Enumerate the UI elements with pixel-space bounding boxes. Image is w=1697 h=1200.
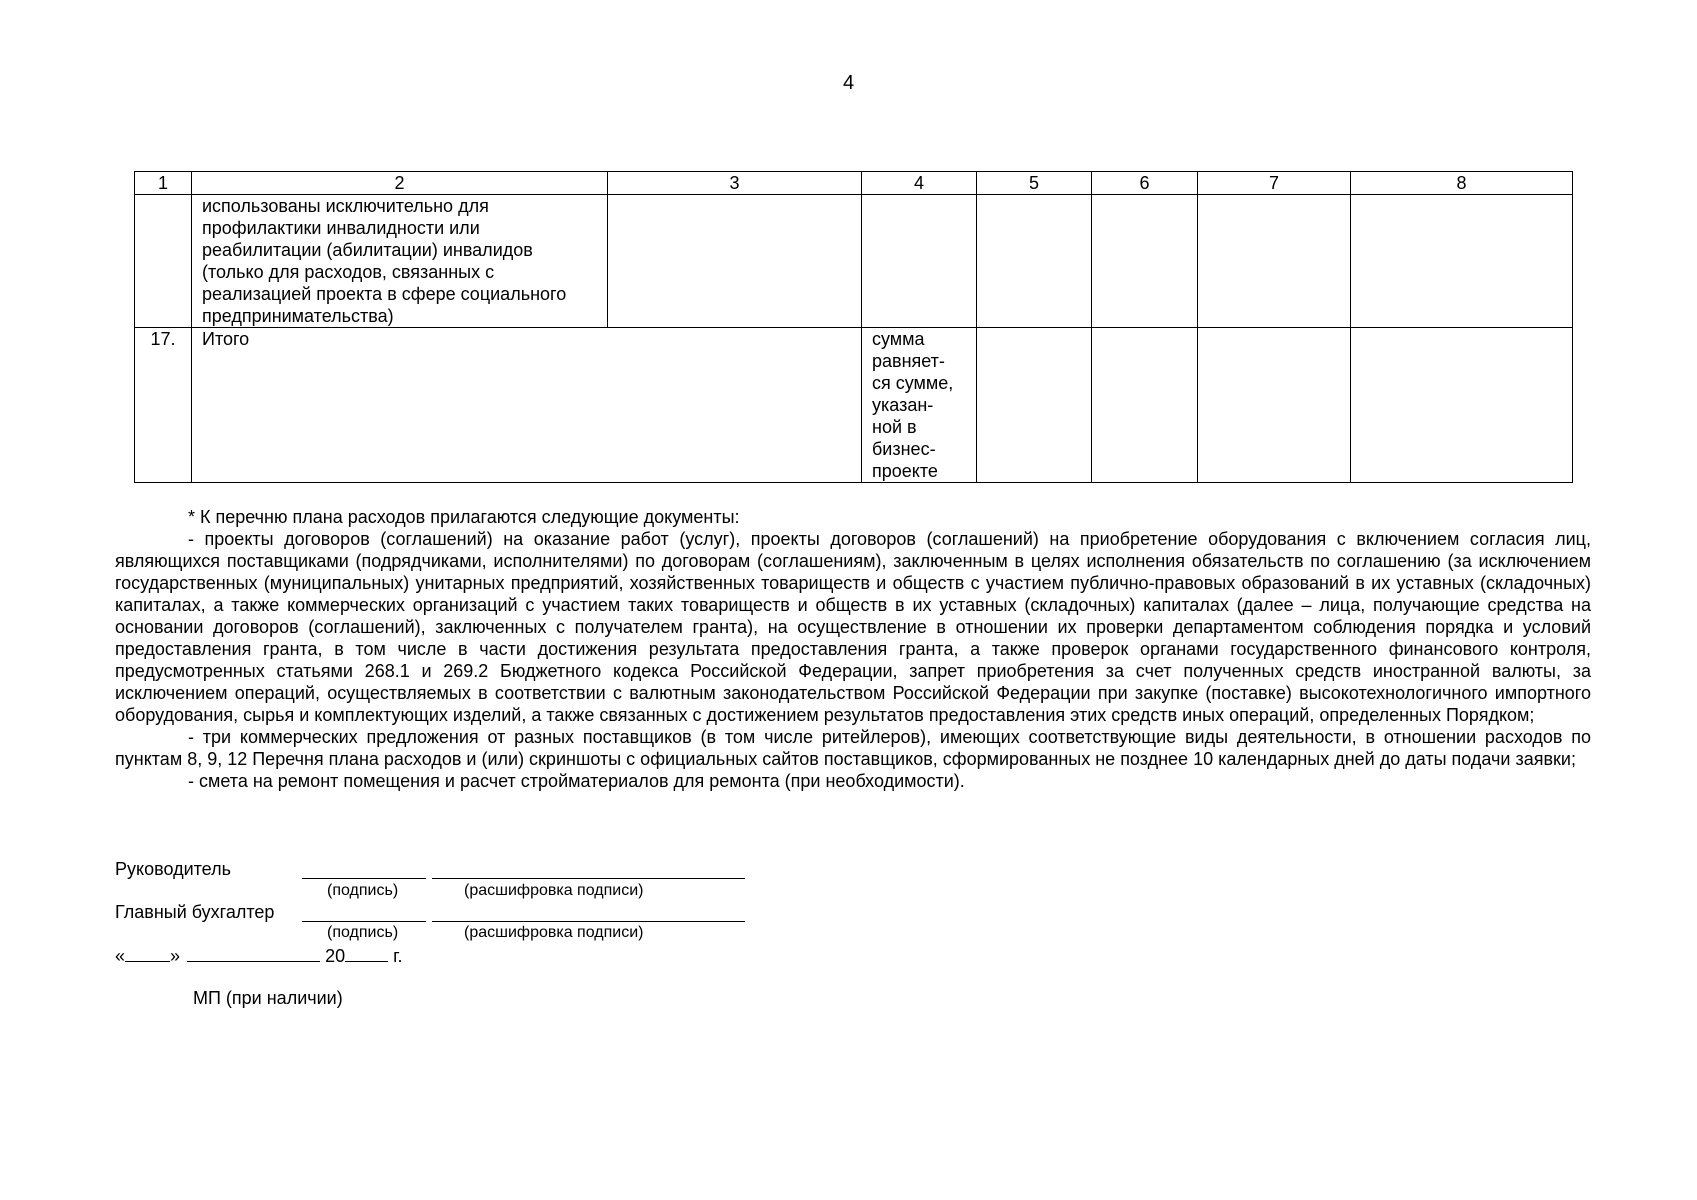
date-quote-close: » <box>170 946 181 966</box>
table-cell <box>862 195 977 328</box>
head-signature-line <box>115 858 231 880</box>
accountant-label: Главный бухгалтер <box>115 902 275 922</box>
column-header: 2 <box>192 172 608 195</box>
year-prefix: 20 <box>325 946 346 966</box>
day-field <box>125 943 170 962</box>
total-sum-note-line: бизнес- <box>872 439 936 459</box>
column-header: 4 <box>862 172 977 195</box>
table-row <box>135 195 1573 328</box>
table-cell <box>1198 195 1351 328</box>
column-header: 7 <box>1198 172 1351 195</box>
month-field <box>187 943 320 962</box>
row-description: использованы исключительно для профилактики инвалидности или реабилитации (абилитации) инвалидов (только для расходов, связанных с реализацией проекта в сфере социального предпринимательства) <box>192 195 608 328</box>
table-cell <box>977 195 1092 328</box>
column-header: 3 <box>608 172 862 195</box>
total-sum-note <box>862 328 977 483</box>
row-number: 17. <box>135 328 192 483</box>
row-number <box>135 195 192 328</box>
table-cell <box>1092 328 1198 483</box>
total-sum-note-line: ся сумме, <box>872 373 954 393</box>
table-cell <box>1351 195 1573 328</box>
signature-caption: (подпись) <box>327 924 399 941</box>
column-header: 5 <box>977 172 1092 195</box>
accountant-decode-field <box>432 903 745 922</box>
accountant-signature-field <box>302 903 426 922</box>
head-decode-field <box>432 860 745 879</box>
date-quote-open: « <box>115 946 126 966</box>
expense-plan-table <box>134 171 1573 483</box>
decode-caption: (расшифровка подписи) <box>464 924 644 941</box>
column-header: 8 <box>1351 172 1573 195</box>
signature-caption: (подпись) <box>327 882 399 899</box>
table-cell <box>608 195 862 328</box>
page-number: 4 <box>842 72 855 94</box>
total-sum-note-line: указан- <box>872 395 934 415</box>
table-cell <box>1092 195 1198 328</box>
stamp-label: МП (при наличии) <box>193 988 343 1008</box>
year-field <box>345 943 388 962</box>
total-sum-note-line: сумма <box>872 329 925 349</box>
total-sum-note-line: ной в <box>872 417 917 437</box>
head-signature-field <box>302 860 426 879</box>
total-sum-note-line: проекте <box>872 461 938 481</box>
accountant-signature-line <box>115 901 274 923</box>
head-label: Руководитель <box>115 859 231 879</box>
notes-item: - три коммерческих предложения от разных поставщиков (в том числе ритейлеров), имеющих соответствующие виды деятельности, в отношении расходов по пунктам 8, 9, 12 Перечня плана расходов и (или) скриншоты с официальных сайтов поставщиков, сформированных не позднее 10 календарных дней до даты подачи заявки; <box>115 727 1591 769</box>
table-row-total <box>135 328 1573 483</box>
notes-item: - проекты договоров (соглашений) на оказание работ (услуг), проекты договоров (соглашений) на приобретение оборудования с включением согласия лиц, являющихся поставщиками (подрядчиками, исполнителями) по договорам (соглашениям), заключенным в целях исполнения обязательств по соглашению (за исключением государственных (муниципальных) унитарных предприятий, хозяйственных товариществ и обществ с участием публично-правовых образований в их уставных (складочных) капиталах, а также коммерческих организаций с участием таких товариществ и обществ в их уставных (складочных) капиталах (далее – лица, получающие средства на основании договоров (соглашений), заключенных с получателем гранта), на осуществление в отношении их проверки департаментом соблюдения порядка и условий предоставления гранта, в том числе в части достижения результата предоставления гранта, а также проверок органами государственного финансового контроля, предусмотренных статьями 268.1 и 269.2 Бюджетного кодекса Российской Федерации, запрет приобретения за счет полученных средств иностранной валюты, за исключением операций, осуществляемых в соответствии с валютным законодательством Российской Федерации при закупке (поставке) высокотехнологичного импортного оборудования, сырья и комплектующих изделий, а также связанных с достижением результатов предоставления этих средств иных операций, определенных Порядком; <box>115 529 1591 725</box>
table-cell <box>977 328 1092 483</box>
date-line <box>115 943 402 967</box>
table-cell <box>1351 328 1573 483</box>
table-cell <box>1198 328 1351 483</box>
table-header-row <box>135 172 1573 195</box>
total-sum-note-line: равняет- <box>872 351 945 371</box>
attachments-notes <box>115 506 1591 792</box>
decode-caption: (расшифровка подписи) <box>464 882 644 899</box>
notes-intro: * К перечню плана расходов прилагаются следующие документы: <box>188 507 740 527</box>
column-header: 6 <box>1092 172 1198 195</box>
year-suffix: г. <box>393 946 403 966</box>
row-label: Итого <box>192 328 862 483</box>
notes-item: - смета на ремонт помещения и расчет стройматериалов для ремонта (при необходимости). <box>188 771 965 791</box>
column-header: 1 <box>135 172 192 195</box>
